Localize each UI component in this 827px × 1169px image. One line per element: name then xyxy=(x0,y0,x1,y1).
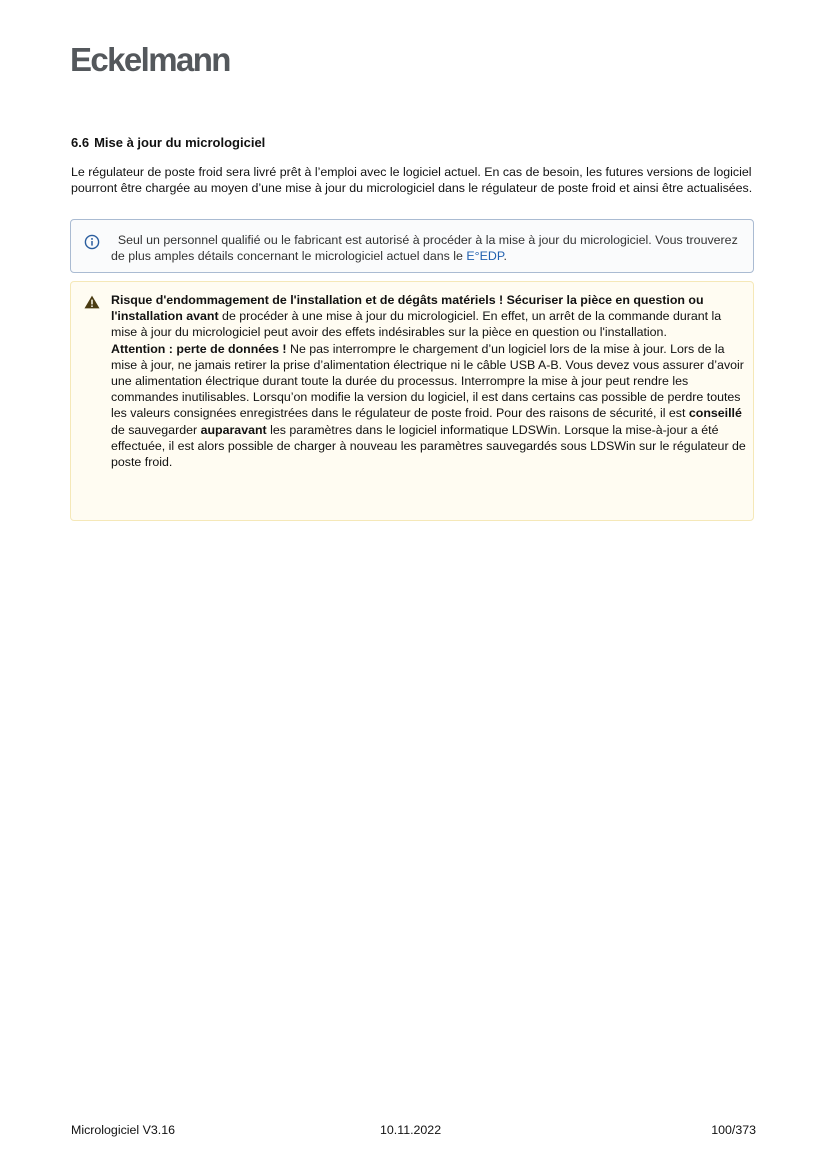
company-logo: Eckelmann xyxy=(70,41,230,78)
footer-firmware-version: Micrologiciel V3.16 xyxy=(71,1123,175,1137)
warning-data-loss-text-3: les paramètres dans le logiciel informatique LDSWin. Lorsque la mise-à-jour a été effectuée, il est alors possible de charger à nouveau les paramètres sauvegardés sous LDSWin sur le régulateur de poste froid. xyxy=(111,422,746,470)
warning-emphasis-auparavant: auparavant xyxy=(200,422,267,437)
intro-paragraph: Le régulateur de poste froid sera livré prêt à l’emploi avec le logiciel actuel. En cas de besoin, les futures versions de logiciel pourront être chargée au moyen d’une mise à jour du micrologiciel dans le régulateur de poste froid et ainsi être actualisées. xyxy=(71,165,753,196)
info-note-end: . xyxy=(503,249,507,264)
footer-date: 10.11.2022 xyxy=(380,1123,442,1137)
edp-link[interactable]: E°EDP xyxy=(466,249,504,264)
warning-triangle-icon xyxy=(84,295,100,309)
section-number: 6.6 xyxy=(71,135,90,150)
warning-paragraph-damage xyxy=(111,292,746,341)
warning-body xyxy=(111,292,746,470)
warning-data-loss-title: Attention : perte de données ! xyxy=(111,341,287,356)
warning-data-loss-text-2: de sauvegarder xyxy=(111,422,201,437)
warning-emphasis-conseille: conseillé xyxy=(688,406,742,421)
info-note-body: Seul un personnel qualifié ou le fabricant est autorisé à procéder à la mise à jour du micrologiciel. Vous trouverez de plus amples détails concernant le micrologiciel actuel dans le xyxy=(111,233,738,264)
section-title: Mise à jour du micrologiciel xyxy=(94,135,266,150)
info-note xyxy=(70,219,754,273)
warning-data-loss-text: Ne pas interrompre le chargement d’un logiciel lors de la mise à jour. Lors de la mise à jour, ne jamais retirer la prise d’alimentation électrique ni le câble USB A-B. Vous devez vous assurer d’avoir une alimentation électrique durant toute la durée du processus. Interrompre la mise à jour peut rendre les commandes inutilisables. Lorsqu’on modifie la version du logiciel, il est dans certains cas possible de perdre toutes les valeurs consignées enregistrées dans le régulateur de poste froid. Pour des raisons de sécurité, il est xyxy=(111,341,744,421)
info-circle-icon xyxy=(84,234,100,250)
warning-paragraph-data-loss xyxy=(111,341,746,471)
section-heading xyxy=(71,134,265,152)
info-note-text xyxy=(111,232,741,264)
footer-page-number: 100/373 xyxy=(711,1123,756,1137)
warning-damage-title: Risque d'endommagement de l'installation et de dégâts matériels ! Sécuriser la pièce en question ou l'installation avant xyxy=(111,293,704,324)
warning-note xyxy=(70,281,754,521)
warning-damage-text: de procéder à une mise à jour du micrologiciel. En effet, un arrêt de la commande durant la mise à jour du micrologiciel peut avoir des effets indésirables sur la pièce en question ou l'installation. xyxy=(111,309,722,340)
